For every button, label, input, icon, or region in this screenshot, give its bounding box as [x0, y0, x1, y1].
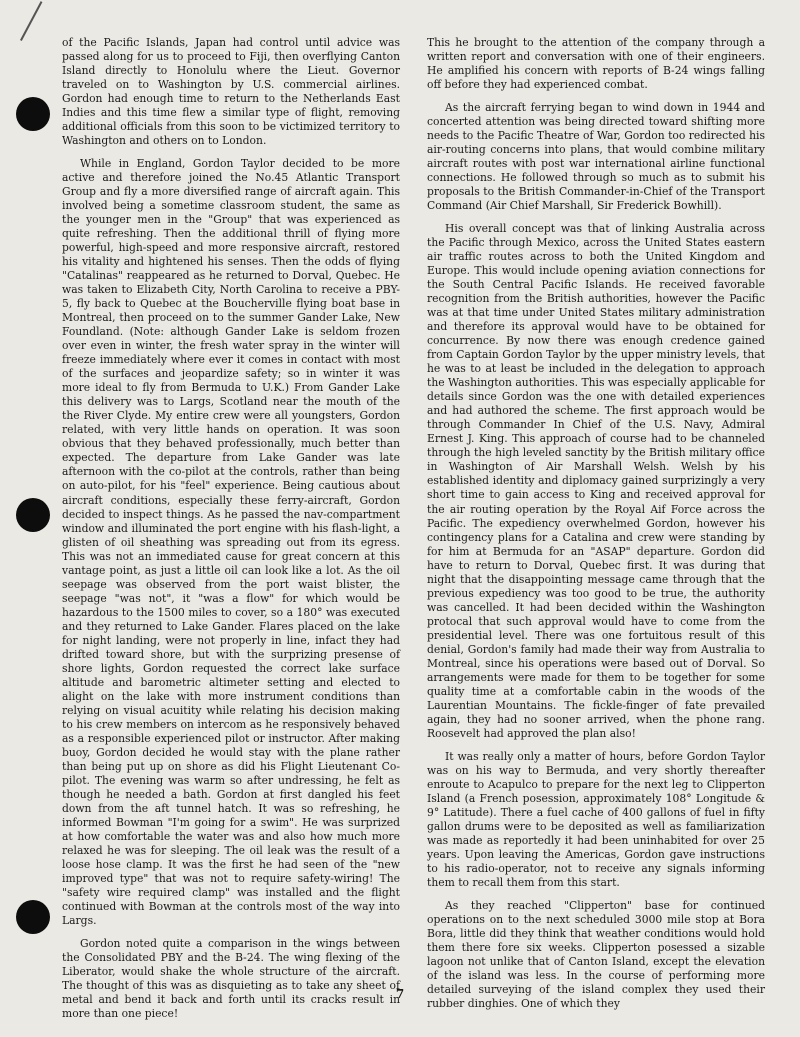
paragraph: As the aircraft ferrying began to wind down in 1944 and concerted attention was being directed toward shifting more needs to the Pacific Theatre of War, Gordon too redirected his air-routing concerns into plans, that would combine military aircraft routes with post war international airline functional connections. He followed through so much as to submit his proposals to the British Commander-in-Chief of the Transport Command (Air Chief Marshall, Sir Frederick Bowhill).: [427, 101, 765, 213]
paragraph: of the Pacific Islands, Japan had control until advice was passed along for us to proceed to Fiji, then overflying Canton Island directly to Honolulu where the Lieut. Governor traveled on to Washington by U.S. commercial airlines. Gordon had enough time to return to the Netherlands East Indies and this time flew a similar type of flight, removing additional officials from this soon to be victimized territory to Washington and others on to London.: [62, 36, 400, 148]
paragraph: Gordon noted quite a comparison in the wings between the Consolidated PBY and the B-24. The wing flexing of the Liberator, would shake the whole structure of the aircraft. The thought of this was as disquieting as to take any sheet of metal and bend it back and forth until its cracks result in more than one piece!: [62, 936, 400, 1021]
right-column: [427, 36, 765, 1020]
paragraph: As they reached "Clipperton" base for continued operations on to the next scheduled 3000 mile stop at Bora Bora, little did they think that weather conditions would hold them there fore six weeks. Clipperton posessed a sizable lagoon not unlike that of Canton Island, except the elevation of the island was less. In the course of performing more detailed surveying of the island complex they used their rubber dinghies. One of which they: [427, 898, 765, 1011]
page-fold-line: [20, 1, 42, 41]
binder-hole: [16, 97, 50, 131]
binder-hole: [16, 498, 50, 532]
paragraph: While in England, Gordon Taylor decided to be more active and therefore joined the No.45 Atlantic Transport Group and fly a more diversified range of aircraft again. This involved being a sometime classroom student, the same as the younger men in the "Group" that was experienced as quite refreshing. Then the additional thrill of flying more powerful, high-speed and more responsive aircraft, restored his vitality and hightened his senses. Then the odds of flying "Catalinas" reappeared as he returned to Dorval, Quebec. He was taken to Elizabeth City, North Carolina to receive a PBY-5, fly back to Quebec at the Boucherville flying boat base in Montreal, then proceed on to the summer Gander Lake, New Foundland. (Note: although Gander Lake is seldom frozen over even in winter, the fresh water spray in the winter will freeze immediately where ever it comes in contact with most of the surfaces and jeopardize safety; so in winter it was more ideal to fly from Bermuda to U.K.) From Gander Lake this delivery was to Largs, Scotland near the mouth of the the River Clyde. My entire crew were all youngsters, Gordon related, with very little hands on operation. It was soon obvious that they behaved professionally, much better than expected. The departure from Lake Gander was late afternoon with the co-pilot at the controls, rather than being on auto-pilot, for his "feel" experience. Being cautious about aircraft conditions, especially these ferry-aircraft, Gordon decided to inspect things. As he passed the nav-compartment window and illuminated the port engine with his flash-light, a glisten of oil sheathing was spreading out from its egress. This was not an immediated cause for great concern at this vantage point, as just a little oil can look like a lot. As the oil seepage was observed from the port waist blister, the seepage "was not", it "was a flow" for which would be hazardous to the 1500 miles to cover, so a 180° was executed and they returned to Lake Gander. Flares placed on the lake for night landing, were not properly in line, infact they had drifted toward shore, but with the surprizing presense of shore lights, Gordon requested the correct lake surface altitude and barometric altimeter setting and elected to alight on the lake with more instrument conditions than relying on visual acuitity while relating his decision making to his crew members on intercom as he responsively behaved as a responsible experienced pilot or instructor. After making buoy, Gordon decided he would stay with the plane rather than being put up on shore as did his Flight Lieutenant Co-pilot. The evening was warm so after undressing, he felt as though he needed a bath. Gordon at first dangled his feet down from the aft tunnel hatch. It was so refreshing, he informed Bowman "I'm going for a swim". He was surprized at how comfortable the water was and also how much more relaxed he was for sleeping. The oil leak was the result of a loose hose clamp. It was the first he had seen of the "new improved type" that was not to require safety-wiring! The "safety wire required clamp" was installed and the flight continued with Bowman at the controls most of the way into Largs.: [62, 157, 400, 927]
paragraph: This he brought to the attention of the company through a written report and conversation with one of their engineers. He amplified his concern with reports of B-24 wings falling off before they had experienced combat.: [427, 36, 765, 92]
paragraph: His overall concept was that of linking Australia across the Pacific through Mexico, across the United States eastern air traffic routes across to both the United Kingdom and Europe. This would include opening aviation connections for the South Central Pacific Islands. He received favorable recognition from the British authorities, however the Pacific was at that time under United States military administration and therefore its approval would have to be obtained for concurrence. By now there was enough credence gained from Captain Gordon Taylor by the upper ministry levels, that he was to at least be included in the delegation to approach the Washington authorities. This was especially applicable for details since Gordon was the one with detailed experiences and had authored the scheme. The first approach would be through Commander In Chief of the U.S. Navy, Admiral Ernest J. King. This approach of course had to be channeled through the high leveled sanctity by the British military office in Washington of Air Marshall Welsh. Welsh by his established identity and diplomacy gained surprizingly a very short time to gain access to King and received approval for the air routing operation by the Royal Aif Force across the Pacific. The expediency overwhelmed Gordon, however his contingency plans for a Catalina and crew were standing by for him at Bermuda for an "ASAP" departure. Gordon did have to return to Dorval, Quebec first. It was during that night that the disappointing message came through that the previous expediency was too good to be true, the authority was cancelled. It had been decided within the Washington protocal that such approval would have to come from the presidential level. There was one fortuitous result of this denial, Gordon's family had made their way from Australia to Montreal, since his operations were based out of Dorval. So arrangements were made for them to be together for some quality time at a comfortable cabin in the woods of the Laurentian Mountains. The fickle-finger of fate prevailed again, they had no sooner arrived, when the phone rang. Roosevelt had approved the plan also!: [427, 222, 765, 740]
left-column: [62, 36, 400, 1030]
paragraph: It was really only a matter of hours, before Gordon Taylor was on his way to Bermuda, and very shortly thereafter enroute to Acapulco to prepare for the next leg to Clipperton Island (a French posession, approximately 108° Longitude & 9° Latitude). There a fuel cache of 400 gallons of fuel in fifty gallon drums were to be deposited as well as familiarization was made as reportedly it had been uninhabited for over 25 years. Upon leaving the Americas, Gordon gave instructions to his radio-operator, not to receive any signals informing them to recall them from this start.: [427, 749, 765, 889]
page-number: 7: [395, 987, 405, 1001]
binder-hole: [16, 900, 50, 934]
